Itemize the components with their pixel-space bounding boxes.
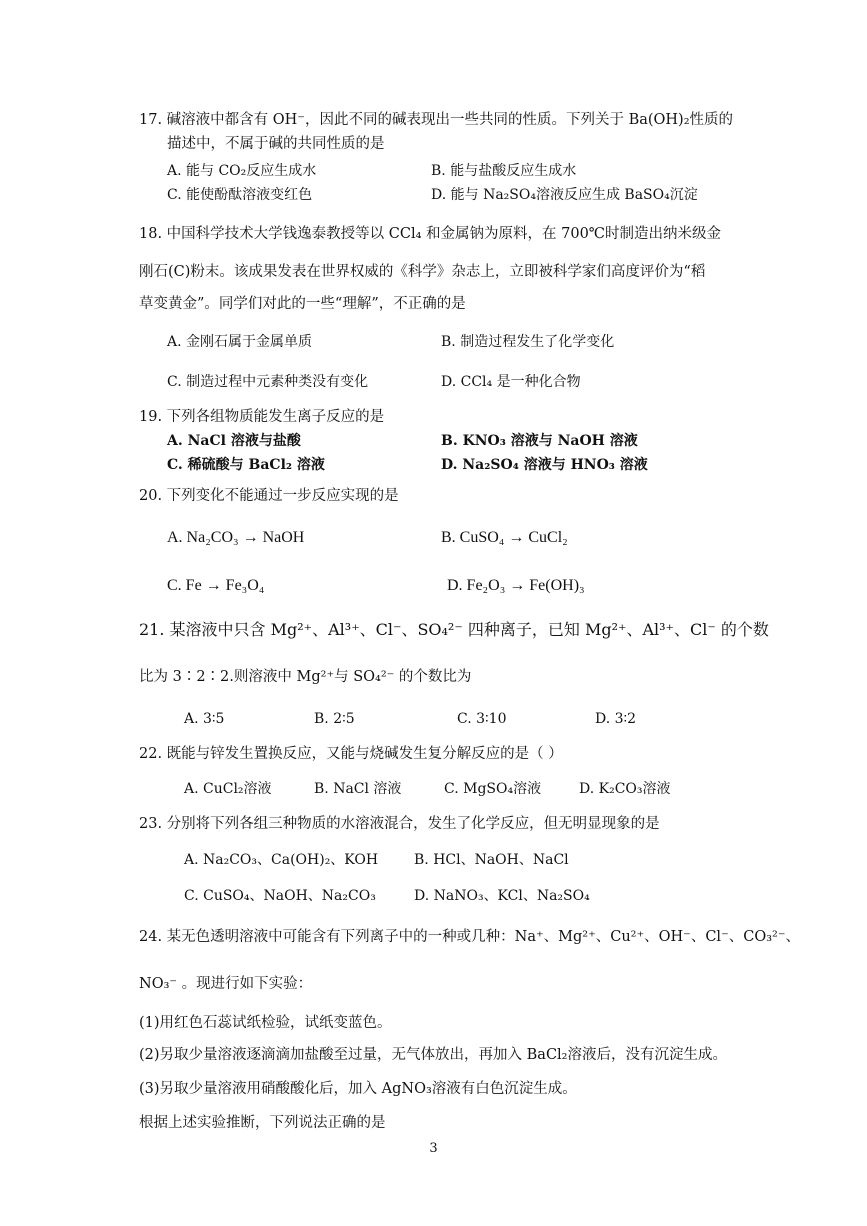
- q17-option-b: B. 能与盐酸反应生成水: [431, 163, 577, 179]
- q18-option-c: C. 制造过程中元素种类没有变化: [167, 374, 369, 390]
- q20-option-a: A. Na₂CO₃ → NaOH: [167, 529, 305, 546]
- q20-stem: 20. 下列变化不能通过一步反应实现的是: [139, 488, 399, 504]
- q18-stem-line1: 18. 中国科学技术大学钱逸泰教授等以 CCl₄ 和金属钠为原料，在 700℃时制造出纳米级金: [139, 226, 722, 242]
- q20-option-d: D. Fe₂O₃ → Fe(OH)₃: [447, 577, 585, 594]
- q19-option-a: A. NaCl 溶液与盐酸: [167, 433, 301, 449]
- q24-step-1: (1)用红色石蕊试纸检验，试纸变蓝色。: [139, 1015, 392, 1031]
- q20-option-c: C. Fe → Fe₃O₄: [167, 577, 265, 594]
- q23-option-b: B. HCl、NaOH、NaCl: [414, 852, 569, 868]
- q17-option-c: C. 能使酚酞溶液变红色: [167, 187, 313, 203]
- q23-option-c: C. CuSO₄、NaOH、Na₂CO₃: [184, 888, 376, 904]
- q24-step-3: (3)另取少量溶液用硝酸酸化后，加入 AgNO₃溶液有白色沉淀生成。: [139, 1081, 577, 1097]
- q20-option-b: B. CuSO₄ → CuCl₂: [441, 529, 568, 546]
- q21-option-c: C. 3∶10: [457, 711, 507, 727]
- q18-option-d: D. CCl₄ 是一种化合物: [441, 374, 581, 390]
- q17-option-d: D. 能与 Na₂SO₄溶液反应生成 BaSO₄沉淀: [431, 187, 698, 203]
- q17-option-a: A. 能与 CO₂反应生成水: [167, 163, 317, 179]
- q18-option-a: A. 金刚石属于金属单质: [167, 334, 313, 350]
- q22-stem: 22. 既能与锌发生置换反应，又能与烧碱发生复分解反应的是（ ）: [139, 746, 563, 762]
- q17-stem-line2: 描述中，不属于碱的共同性质的是: [167, 136, 385, 152]
- q22-option-a: A. CuCl₂溶液: [184, 781, 272, 797]
- q19-option-c: C. 稀硫酸与 BaCl₂ 溶液: [167, 457, 325, 473]
- q18-stem-line2: 刚石(C)粉末。该成果发表在世界权威的《科学》杂志上，立即被科学家们高度评价为“稻: [139, 264, 706, 280]
- q18-option-b: B. 制造过程发生了化学变化: [441, 334, 615, 350]
- q22-option-b: B. NaCl 溶液: [314, 781, 402, 797]
- q21-stem-line2: 比为 3∶2∶2.则溶液中 Mg²⁺与 SO₄²⁻ 的个数比为: [139, 669, 472, 685]
- q21-stem-line1: 21. 某溶液中只含 Mg²⁺、Al³⁺、Cl⁻、SO₄²⁻ 四种离子，已知 Mg²⁺、Al³⁺、Cl⁻ 的个数: [139, 620, 769, 639]
- q24-stem-line2: NO₃⁻ 。现进行如下实验：: [139, 976, 313, 992]
- q21-option-b: B. 2∶5: [314, 711, 355, 727]
- page-number: 3: [429, 1141, 438, 1156]
- q23-option-d: D. NaNO₃、KCl、Na₂SO₄: [414, 888, 590, 904]
- q19-stem: 19. 下列各组物质能发生离子反应的是: [139, 409, 385, 425]
- q21-option-d: D. 3∶2: [595, 711, 637, 727]
- q24-conclusion: 根据上述实验推断，下列说法正确的是: [139, 1115, 386, 1131]
- q19-option-d: D. Na₂SO₄ 溶液与 HNO₃ 溶液: [441, 457, 648, 473]
- q23-option-a: A. Na₂CO₃、Ca(OH)₂、KOH: [184, 852, 379, 868]
- q21-option-a: A. 3∶5: [184, 711, 225, 727]
- q24-stem-line1: 24. 某无色透明溶液中可能含有下列离子中的一种或几种：Na⁺、Mg²⁺、Cu²⁺、OH⁻、Cl⁻、CO₃²⁻、: [139, 929, 800, 945]
- q19-option-b: B. KNO₃ 溶液与 NaOH 溶液: [441, 433, 638, 449]
- q18-stem-line3: 草变黄金”。同学们对此的一些“理解”，不正确的是: [139, 296, 466, 312]
- q17-stem-line1: 17. 碱溶液中都含有 OH⁻，因此不同的碱表现出一些共同的性质。下列关于 Ba(OH)₂性质的: [139, 112, 734, 128]
- q22-option-d: D. K₂CO₃溶液: [579, 781, 671, 797]
- q23-stem: 23. 分别将下列各组三种物质的水溶液混合，发生了化学反应，但无明显现象的是: [139, 816, 660, 832]
- q24-step-2: (2)另取少量溶液逐滴滴加盐酸至过量，无气体放出，再加入 BaCl₂溶液后，没有沉淀生成。: [139, 1047, 727, 1063]
- q22-option-c: C. MgSO₄溶液: [444, 781, 542, 797]
